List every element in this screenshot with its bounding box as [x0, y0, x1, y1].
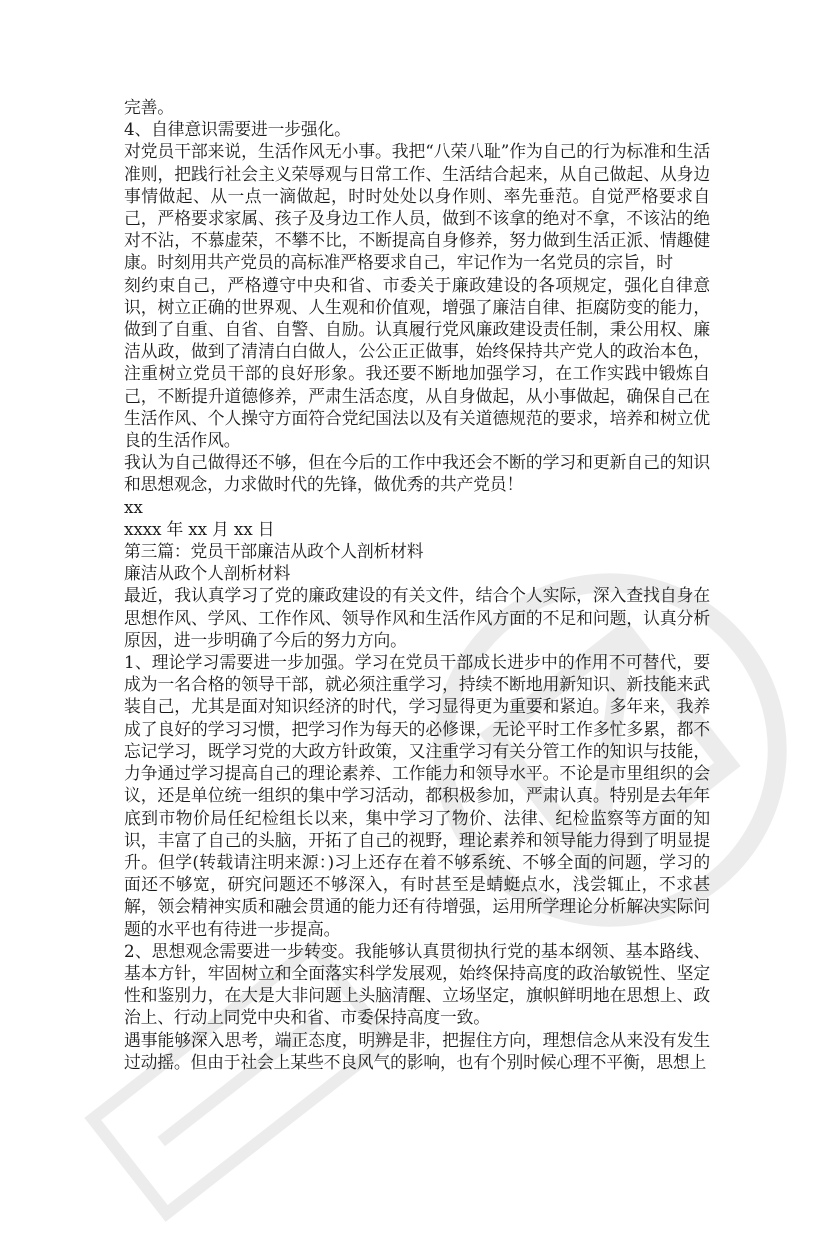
paragraph-reflection: 遇事能够深入思考，端正态度，明辨是非，把握住方向，理想信念从来没有发生过动摇。但由于社会上某些不良风气的影响，也有个别时候心理不平衡，思想上	[124, 1029, 710, 1072]
paragraph-thinking: 2、思想观念需要进一步转变。我能够认真贯彻执行党的基本纲领、基本路线、基本方针，牢固树立和全面落实科学发展观，始终保持高度的政治敏锐性、坚定性和鉴别力，在大是大非问题上头脑清醒、立场坚定，旗帜鲜明地在思想上、政治上、行动上同党中央和省、市委保持高度一致。	[124, 940, 710, 1028]
document-title: 廉洁从政个人剖析材料	[124, 563, 291, 584]
heading-self-discipline: 4、自律意识需要进一步强化。	[124, 119, 351, 140]
document-body	[124, 96, 710, 1073]
paragraph-theory-study: 1、理论学习需要进一步加强。学习在党员干部成长进步中的作用不可替代，要成为一名合格的领导干部，就必须注重学习，持续不断地用新知识、新技能来武装自己，尤其是面对知识经济的时代，学习显得更为重要和紧迫。多年来，我养成了良好的学习习惯，把学习作为每天的必修课，无论平时工作多忙多累，都不忘记学习，既学习党的大政方针政策，又注重学习有关分管工作的知识与技能，力争通过学习提高自己的理论素养、工作能力和领导水平。不论是市里组织的会议，还是单位统一组织的集中学习活动，都积极参加，严肃认真。特别是去年年底到市物价局任纪检组长以来，集中学习了物价、法律、纪检监察等方面的知识，丰富了自己的头脑，开拓了自己的视野，理论素养和领导能力得到了明显提升。但学(转载请注明来源：)习上还存在着不够系统、不够全面的问题，学习的面还不够宽，研究问题还不够深入，有时甚至是蜻蜓点水，浅尝辄止，不求甚解，领会精神实质和融会贯通的能力还有待增强，运用所学理论分析解决实际问题的水平也有待进一步提高。	[124, 652, 710, 939]
paragraph-introduction: 最近，我认真学习了党的廉政建设的有关文件，结合个人实际，深入查找自身在思想作风、学风、工作作风、领导作风和生活作风方面的不足和问题，认真分析原因，进一步明确了今后的努力方向。	[124, 585, 710, 650]
section-title: 第三篇：党员干部廉洁从政个人剖析材料	[124, 541, 424, 562]
signature-date: xxxx 年 xx 月 xx 日	[124, 518, 275, 539]
paragraph-lifestyle: 对党员干部来说，生活作风无小事。我把“八荣八耻”作为自己的行为标准和生活准则，把践行社会主义荣辱观与日常工作、生活结合起来，从自己做起、从身边事情做起、从一点一滴做起，时时处处以身作则、率先垂范。自觉严格要求自己，严格要求家属、孩子及身边工作人员，做到不该拿的绝对不拿，不该沾的绝对不沾，不慕虚荣，不攀不比，不断提高自身修养，努力做到生活正派、情趣健康。时刻用共产党员的高标准严格要求自己，牢记作为一名党员的宗旨，时	[124, 141, 710, 273]
signature-name: xx	[124, 496, 143, 517]
paragraph-conclusion: 我认为自己做得还不够，但在今后的工作中我还会不断的学习和更新自己的知识和思想观念，力求做时代的先锋，做优秀的共产党员！	[124, 452, 710, 495]
paragraph-continuation: 完善。	[124, 97, 174, 117]
paragraph-self-restraint: 刻约束自己，严格遵守中央和省、市委关于廉政建设的各项规定，强化自律意识，树立正确的世界观、人生观和价值观，增强了廉洁自律、拒腐防变的能力，做到了自重、自省、自警、自励。认真履行党风廉政建设责任制，秉公用权、廉洁从政，做到了清清白白做人，公公正正做事，始终保持共产党人的政治本色，注重树立党员干部的良好形象。我还要不断地加强学习，在工作实践中锻炼自己，不断提升道德修养，严肃生活态度，从自身做起，从小事做起，确保自己在生活作风、个人操守方面符合党纪国法以及有关道德规范的要求，培养和树立优良的生活作风。	[124, 274, 710, 451]
